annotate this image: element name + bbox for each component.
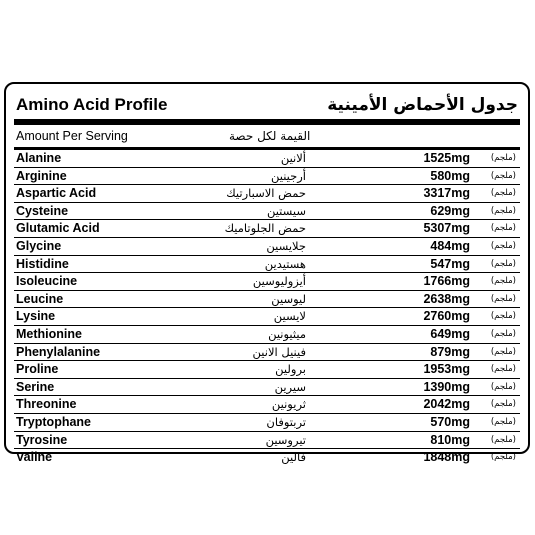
amino-acid-amount: 1848mg	[423, 450, 470, 465]
table-row	[14, 379, 520, 397]
amino-acid-unit-arabic: (ملجم)	[490, 205, 516, 216]
amino-acid-name-arabic: برولين	[275, 362, 306, 377]
amino-acid-name-english: Histidine	[16, 256, 69, 271]
amino-acid-name-english: Tyrosine	[16, 432, 68, 447]
table-row	[14, 256, 520, 274]
amino-acid-amount: 547mg	[430, 256, 470, 271]
table-row	[14, 326, 520, 344]
amino-acid-unit-arabic: (ملجم)	[490, 311, 516, 322]
amino-acid-name-english: Aspartic Acid	[16, 186, 97, 201]
table-row	[14, 185, 520, 203]
header-divider	[14, 119, 520, 125]
amino-acid-unit-arabic: (ملجم)	[490, 434, 516, 445]
amino-acid-name-english: Cysteine	[16, 203, 69, 218]
serving-header	[16, 127, 518, 147]
table-row	[14, 344, 520, 362]
amino-acid-unit-arabic: (ملجم)	[490, 364, 516, 375]
amino-acid-name-english: Glycine	[16, 238, 62, 253]
amino-acid-name-arabic: هستيدين	[264, 256, 306, 271]
amino-acid-amount: 2638mg	[423, 291, 470, 306]
amino-acid-name-english: Proline	[16, 362, 59, 377]
table-row	[14, 220, 520, 238]
table-row	[14, 449, 520, 467]
title-english: Amino Acid Profile	[16, 95, 168, 114]
amino-acid-name-arabic: أرجينين	[270, 168, 306, 183]
amino-acid-amount: 2042mg	[423, 397, 470, 412]
amino-acid-name-arabic: سيرين	[274, 379, 306, 394]
amino-acid-amount: 1953mg	[423, 362, 470, 377]
table-row	[14, 238, 520, 256]
amino-acid-name-arabic: ليوسين	[271, 291, 306, 306]
amino-acid-amount: 570mg	[430, 414, 470, 429]
amino-acid-amount: 810mg	[430, 432, 470, 447]
amino-acid-unit-arabic: (ملجم)	[490, 258, 516, 269]
table-row	[14, 396, 520, 414]
amino-acid-amount: 5307mg	[423, 221, 470, 236]
amino-acid-name-arabic: حمض الجلوتاميك	[224, 221, 306, 236]
amino-acid-name-arabic: تربتوفان	[266, 414, 306, 429]
amino-acid-name-arabic: لايسين	[273, 309, 306, 324]
amino-acid-name-english: Threonine	[16, 397, 77, 412]
amino-acid-unit-arabic: (ملجم)	[490, 293, 516, 304]
amino-acid-name-english: Tryptophane	[16, 414, 92, 429]
amino-acid-name-arabic: فالين	[281, 450, 306, 465]
amino-acid-name-arabic: جلايسين	[266, 238, 306, 253]
amino-acid-table	[14, 150, 520, 467]
amino-acid-unit-arabic: (ملجم)	[490, 276, 516, 287]
amino-acid-amount: 3317mg	[423, 186, 470, 201]
amino-acid-unit-arabic: (ملجم)	[490, 328, 516, 339]
amino-acid-name-english: Isoleucine	[16, 274, 78, 289]
amino-acid-name-arabic: ثريونين	[271, 397, 306, 412]
amino-acid-name-english: Serine	[16, 379, 55, 394]
amount-per-serving-arabic: القيمة لكل حصة	[229, 129, 311, 143]
amino-acid-amount: 1525mg	[423, 151, 470, 165]
amino-acid-unit-arabic: (ملجم)	[490, 416, 516, 427]
title-arabic: جدول الأحماض الأمينية	[327, 95, 518, 115]
amino-acid-name-english: Glutamic Acid	[16, 221, 100, 236]
amino-acid-amount: 879mg	[430, 344, 470, 359]
amount-per-serving-english: Amount Per Serving	[16, 129, 128, 143]
amino-acid-name-arabic: ميثيونين	[268, 326, 306, 341]
table-row	[14, 432, 520, 450]
amino-acid-name-english: Arginine	[16, 168, 67, 183]
table-row	[14, 150, 520, 168]
amino-acid-name-arabic: سيستين	[266, 203, 306, 218]
amino-acid-unit-arabic: (ملجم)	[490, 452, 516, 463]
amino-acid-amount: 1390mg	[423, 379, 470, 394]
amino-acid-amount: 649mg	[430, 326, 470, 341]
amino-acid-name-english: Methionine	[16, 326, 82, 341]
amino-acid-name-english: Phenylalanine	[16, 344, 101, 359]
amino-acid-unit-arabic: (ملجم)	[490, 170, 516, 181]
table-row	[14, 414, 520, 432]
table-row	[14, 168, 520, 186]
amino-acid-unit-arabic: (ملجم)	[490, 240, 516, 251]
amino-acid-name-arabic: أيزوليوسين	[252, 274, 306, 289]
amino-acid-unit-arabic: (ملجم)	[490, 399, 516, 410]
amino-acid-amount: 1766mg	[423, 274, 470, 289]
amino-acid-unit-arabic: (ملجم)	[490, 188, 516, 199]
amino-acid-name-english: Leucine	[16, 291, 64, 306]
amino-acid-unit-arabic: (ملجم)	[490, 153, 516, 163]
amino-acid-unit-arabic: (ملجم)	[490, 346, 516, 357]
amino-acid-amount: 580mg	[430, 168, 470, 183]
amino-acid-name-arabic: ألانين	[280, 151, 306, 165]
amino-acid-name-arabic: تيروسين	[265, 432, 306, 447]
table-row	[14, 361, 520, 379]
amino-acid-label	[4, 82, 530, 465]
table-row	[14, 273, 520, 291]
title-row	[16, 94, 518, 116]
amino-acid-name-arabic: حمض الاسبارتيك	[226, 186, 306, 201]
amino-acid-name-english: Alanine	[16, 151, 62, 165]
amino-acid-name-arabic: فينيل الانين	[252, 344, 306, 359]
amino-acid-amount: 484mg	[430, 238, 470, 253]
amino-acid-amount: 629mg	[430, 203, 470, 218]
amino-acid-unit-arabic: (ملجم)	[490, 381, 516, 392]
table-row	[14, 203, 520, 221]
amino-acid-amount: 2760mg	[423, 309, 470, 324]
amino-acid-unit-arabic: (ملجم)	[490, 223, 516, 234]
table-row	[14, 308, 520, 326]
amino-acid-name-english: Valine	[16, 450, 53, 465]
amino-acid-name-english: Lysine	[16, 309, 56, 324]
table-row	[14, 291, 520, 309]
